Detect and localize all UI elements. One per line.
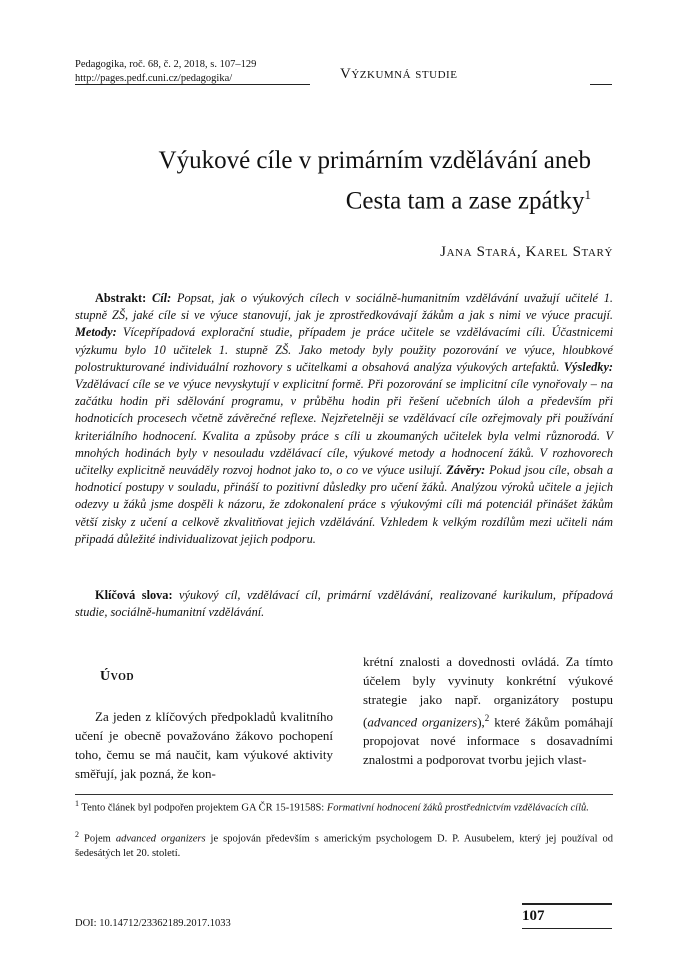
results-label: Výsledky: (563, 359, 614, 374)
footnote-1-italic: Formativní hodnocení žáků prostřednictvím vzdělávacích cílů. (326, 802, 589, 814)
title-line-2 (75, 178, 591, 218)
results-text: Vzdělávací cíle se ve výuce nevyskytují v explicitní formě. Při pozorování se implicitní cíle vynořovaly – na začátku hodin při sdělování programu, v průběhu hodin při řešení učebních úloh a především při hodnoticích procesech včetně závěrečné reflexe. Nejzřetelněji se vzdělávací cíle ozřejmovaly při používání kriteriálního hodnocení. Kvalita a způsoby práce s cíli u zkoumaných učitelek byla velmi různorodá. V mnohých hodinách byly v nesouladu vzdělávací cíle, výukové metody a hodnocení žáků. V rozhovorech učitelky explicitně neuváděly rozvoj hodnot jako to, o co ve výuce usilují. (75, 377, 613, 478)
journal-source (75, 58, 256, 86)
goal-text: Popsat, jak o výukových cílech v sociálně-humanitním vzdělávání uvažují učitelé 1. stupně ZŠ, jaké cíle si ve výuce stanovují, jak je zprostředkovávají žákům a jak s nimi ve výuce pracují. (75, 291, 614, 323)
section-heading: Úvod (100, 669, 135, 684)
page-number-rule-bottom (522, 928, 612, 929)
footnote-1-mark: 1 (75, 799, 79, 808)
footnote-2-text-a: Pojem (79, 833, 116, 845)
goal-label: Cíl: (152, 291, 172, 305)
page-number: 107 (522, 908, 545, 924)
page-number-rule-top (522, 903, 612, 905)
body-column-1: Za jeden z klíčových předpokladů kvalitního učení je obecně považováno žákovo pochopení toho, čemu se má naučit, kam výukové aktivity směřují, jak pozná, že kon- (75, 709, 333, 781)
authors: Jana Stará, Karel Starý (440, 244, 613, 260)
col2-text-c: které žákům pomáhají propojovat nové informace s dosavadními znalostmi a podporovat tvorbu jejich vlast- (363, 714, 614, 768)
col2-footnote-mark[interactable]: 2 (484, 713, 490, 723)
col2-italic-term: advanced organizers (367, 714, 478, 730)
title-line-2-text: Cesta tam a zase zpátky (345, 187, 585, 215)
title-line-1: Výukové cíle v primárním vzdělávání aneb (158, 147, 591, 174)
journal-url[interactable]: http://pages.pedf.cuni.cz/pedagogika/ (75, 73, 233, 84)
article-title (75, 144, 591, 218)
col2-text-a: krétní znalosti a dovednosti ovládá. Za tímto účelem byly vyvinuty konkrétní výukové strategie jako např. organizátory postupu ( (363, 654, 613, 730)
methods-text: Vícepřípadová explorační studie, případem je práce učitele se vzdělávacími cíli. Účastnicemi výzkumu bylo 10 učitelek 1. stupně ZŠ. Jako metody byly použity pozorování ve výuce, hloubkové polostrukturované individuální rozhovory s učitelkami a obsahová analýza výukových artefaktů. (75, 325, 613, 374)
journal-citation: Pedagogika, roč. 68, č. 2, 2018, s. 107–129 (75, 59, 257, 70)
section-label: Výzkumná studie (340, 66, 458, 82)
keywords-label: Klíčová slova: (95, 588, 173, 602)
footnote-2-italic: advanced organizers (115, 833, 206, 845)
col2-text-b: ), (477, 714, 485, 730)
abstract (75, 290, 613, 548)
footnote-1-text: Tento článek byl podpořen projektem GA ČR 15-19158S: (79, 802, 327, 814)
conclusions-label: Závěry: (446, 463, 486, 478)
abstract-label: Abstrakt: (95, 291, 147, 305)
keywords-text: výukový cíl, vzdělávací cíl, primární vzdělávání, realizované kurikulum, případová studie, sociálně-humanitní vzdělávání. (75, 588, 613, 620)
footnote-1 (75, 797, 613, 816)
footnote-2-text-b: je spojován především s americkým psychologem D. P. Ausubelem, který jej používal od šedesátých let 20. století. (75, 833, 613, 859)
header-rule-left (75, 84, 310, 85)
footnote-2-mark: 2 (75, 830, 79, 839)
footnote-2 (75, 828, 613, 862)
conclusions-text: Pokud jsou cíle, obsah a hodnoticí postupy v souladu, přináší to pozitivní důsledky pro učení žáků. Analýzou výroků učitele a jejich odezvy u žáků jsme dospěli k názoru, že zdokonalení práce s výukovými cíli má potenciál přinášet žákům větší zisky z učení a celkově zkvalitňovat jejich vzdělávání. Vzhledem k velkým rozdílům mezi učiteli nám připadá důležité individualizovat jejich podporu. (75, 463, 614, 546)
methods-label: Metody: (75, 325, 117, 340)
body-column-2 (363, 652, 613, 769)
doi[interactable]: DOI: 10.14712/23362189.2017.1033 (75, 918, 231, 929)
title-footnote-mark[interactable]: 1 (584, 187, 591, 202)
footnote-rule (75, 794, 613, 795)
keywords (75, 587, 613, 621)
header-rule-right (590, 84, 612, 85)
